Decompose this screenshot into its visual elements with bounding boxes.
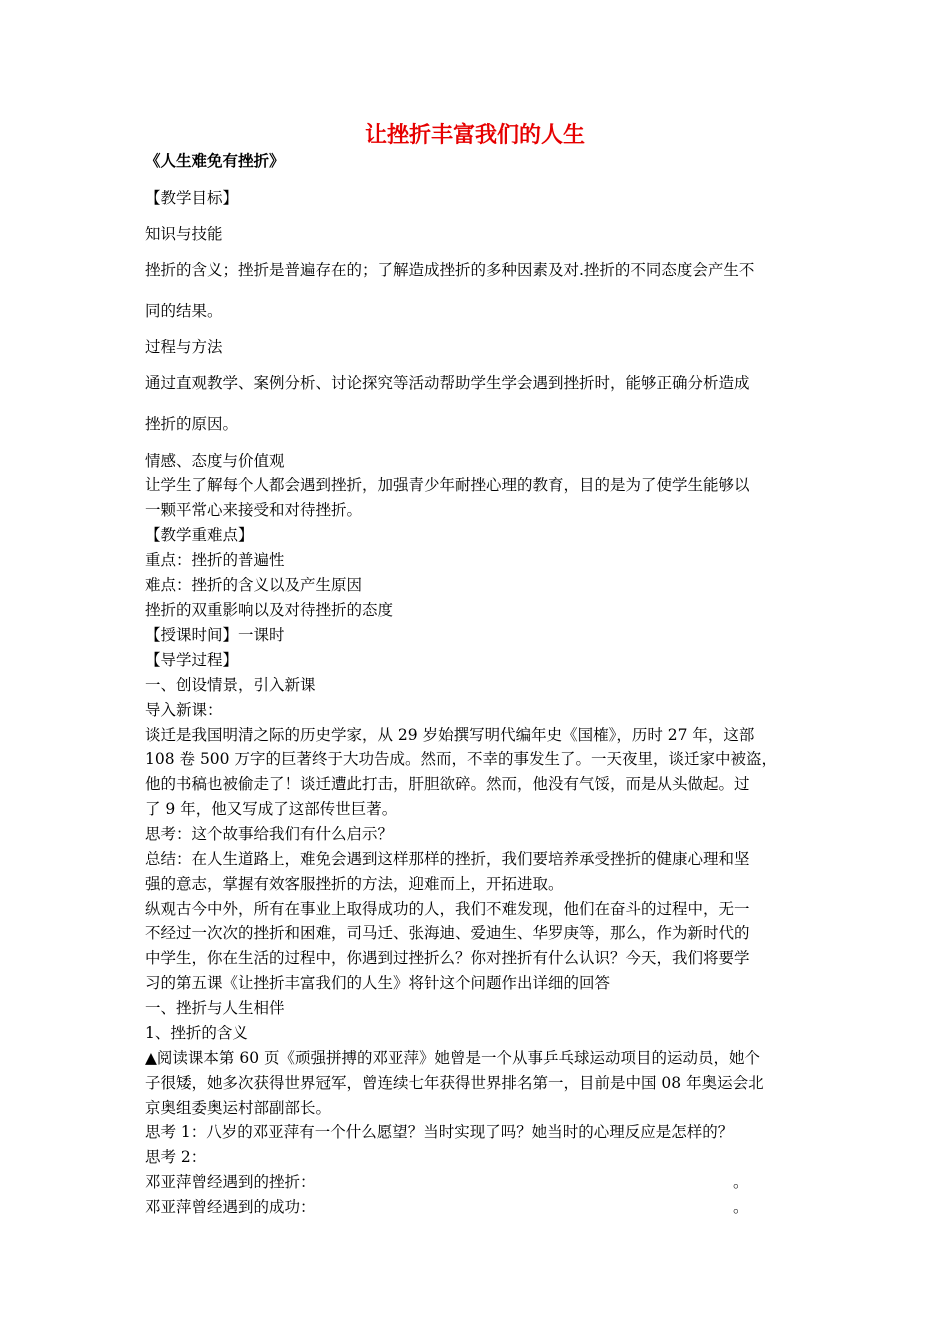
fill-blank-end-2: 。 [733,1198,749,1216]
text-line: 一、挫折与人生相伴 [145,999,285,1017]
text-line: 重点：挫折的普遍性 [145,551,285,569]
fill-blank-end-1: 。 [733,1173,749,1191]
text-line: 纵观古今中外，所有在事业上取得成功的人，我们不难发现，他们在奋斗的过程中，无一 [145,900,750,918]
text-line: 同的结果。 [145,302,223,320]
text-line: 思考 1：八岁的邓亚萍有一个什么愿望？当时实现了吗？她当时的心理反应是怎样的？ [145,1123,734,1141]
text-line: 挫折的双重影响以及对待挫折的态度 [145,601,394,619]
text-line: 让学生了解每个人都会遇到挫折，加强青少年耐挫心理的教育，目的是为了使学生能够以 [145,476,750,494]
text-line: 总结：在人生道路上，难免会遇到这样那样的挫折，我们要培养承受挫折的健康心理和坚 [145,850,750,868]
text-line: 1、挫折的含义 [145,1024,248,1042]
text-line: 习的第五课《让挫折丰富我们的人生》将针这个问题作出详细的回答 [145,974,611,992]
text-line: 通过直观教学、案例分析、讨论探究等活动帮助学生学会遇到挫折时，能够正确分析造成 [145,374,750,392]
heading-teaching-goals: 【教学目标】 [145,189,239,207]
document-title: 让挫折丰富我们的人生 [364,123,585,148]
text-line: 了 9 年，他又写成了这部传世巨著。 [145,800,398,818]
fill-blank-frustration: 邓亚萍曾经遇到的挫折： [145,1173,316,1191]
subheading-process: 过程与方法 [145,338,223,356]
fill-blank-success: 邓亚萍曾经遇到的成功： [145,1198,316,1216]
subheading-values: 情感、态度与价值观 [145,452,285,470]
heading-class-time: 【授课时间】一课时 [145,626,285,644]
text-line: ▲阅读课本第 60 页《顽强拼搏的邓亚萍》她曾是一个从事乒乓球运动项目的运动员，她个 [145,1049,761,1067]
text-line: 一、创设情景，引入新课 [145,676,316,694]
text-line: 谈迁是我国明清之际的历史学家，从 29 岁始撰写明代编年史《国榷》，历时 27 年，这部 [145,726,755,744]
section-subtitle: 《人生难免有挫折》 [145,152,285,170]
text-line: 108 卷 500 万字的巨著终于大功告成。然而，不幸的事发生了。一天夜里，谈迁家中被盗， [145,750,777,768]
text-line: 他的书稿也被偷走了！谈迁遭此打击，肝胆欲碎。然而，他没有气馁，而是从头做起。过 [145,775,750,793]
text-line: 不经过一次次的挫折和困难，司马迁、张海迪、爱迪生、华罗庚等，那么，作为新时代的 [145,924,750,942]
heading-guided-process: 【导学过程】 [145,651,239,669]
text-line: 挫折的含义；挫折是普遍存在的；了解造成挫折的多种因素及对.挫折的不同态度会产生不 [145,261,755,279]
text-line: 导入新课： [145,701,223,719]
text-line: 思考：这个故事给我们有什么启示？ [145,825,394,843]
text-line: 挫折的原因。 [145,415,239,433]
text-line: 思考 2： [145,1148,207,1166]
text-line: 强的意志，掌握有效客服挫折的方法，迎难而上，开拓进取。 [145,875,564,893]
text-line: 子很矮，她多次获得世界冠军，曾连续七年获得世界排名第一，目前是中国 08 年奥运会北 [145,1074,764,1092]
subheading-knowledge: 知识与技能 [145,225,223,243]
heading-key-points: 【教学重难点】 [145,526,254,544]
text-line: 中学生，你在生活的过程中，你遇到过挫折么？你对挫折有什么认识？今天，我们将要学 [145,949,750,967]
text-line: 京奥组委奥运村部副部长。 [145,1099,332,1117]
text-line: 一颗平常心来接受和对待挫折。 [145,501,363,519]
text-line: 难点：挫折的含义以及产生原因 [145,576,363,594]
